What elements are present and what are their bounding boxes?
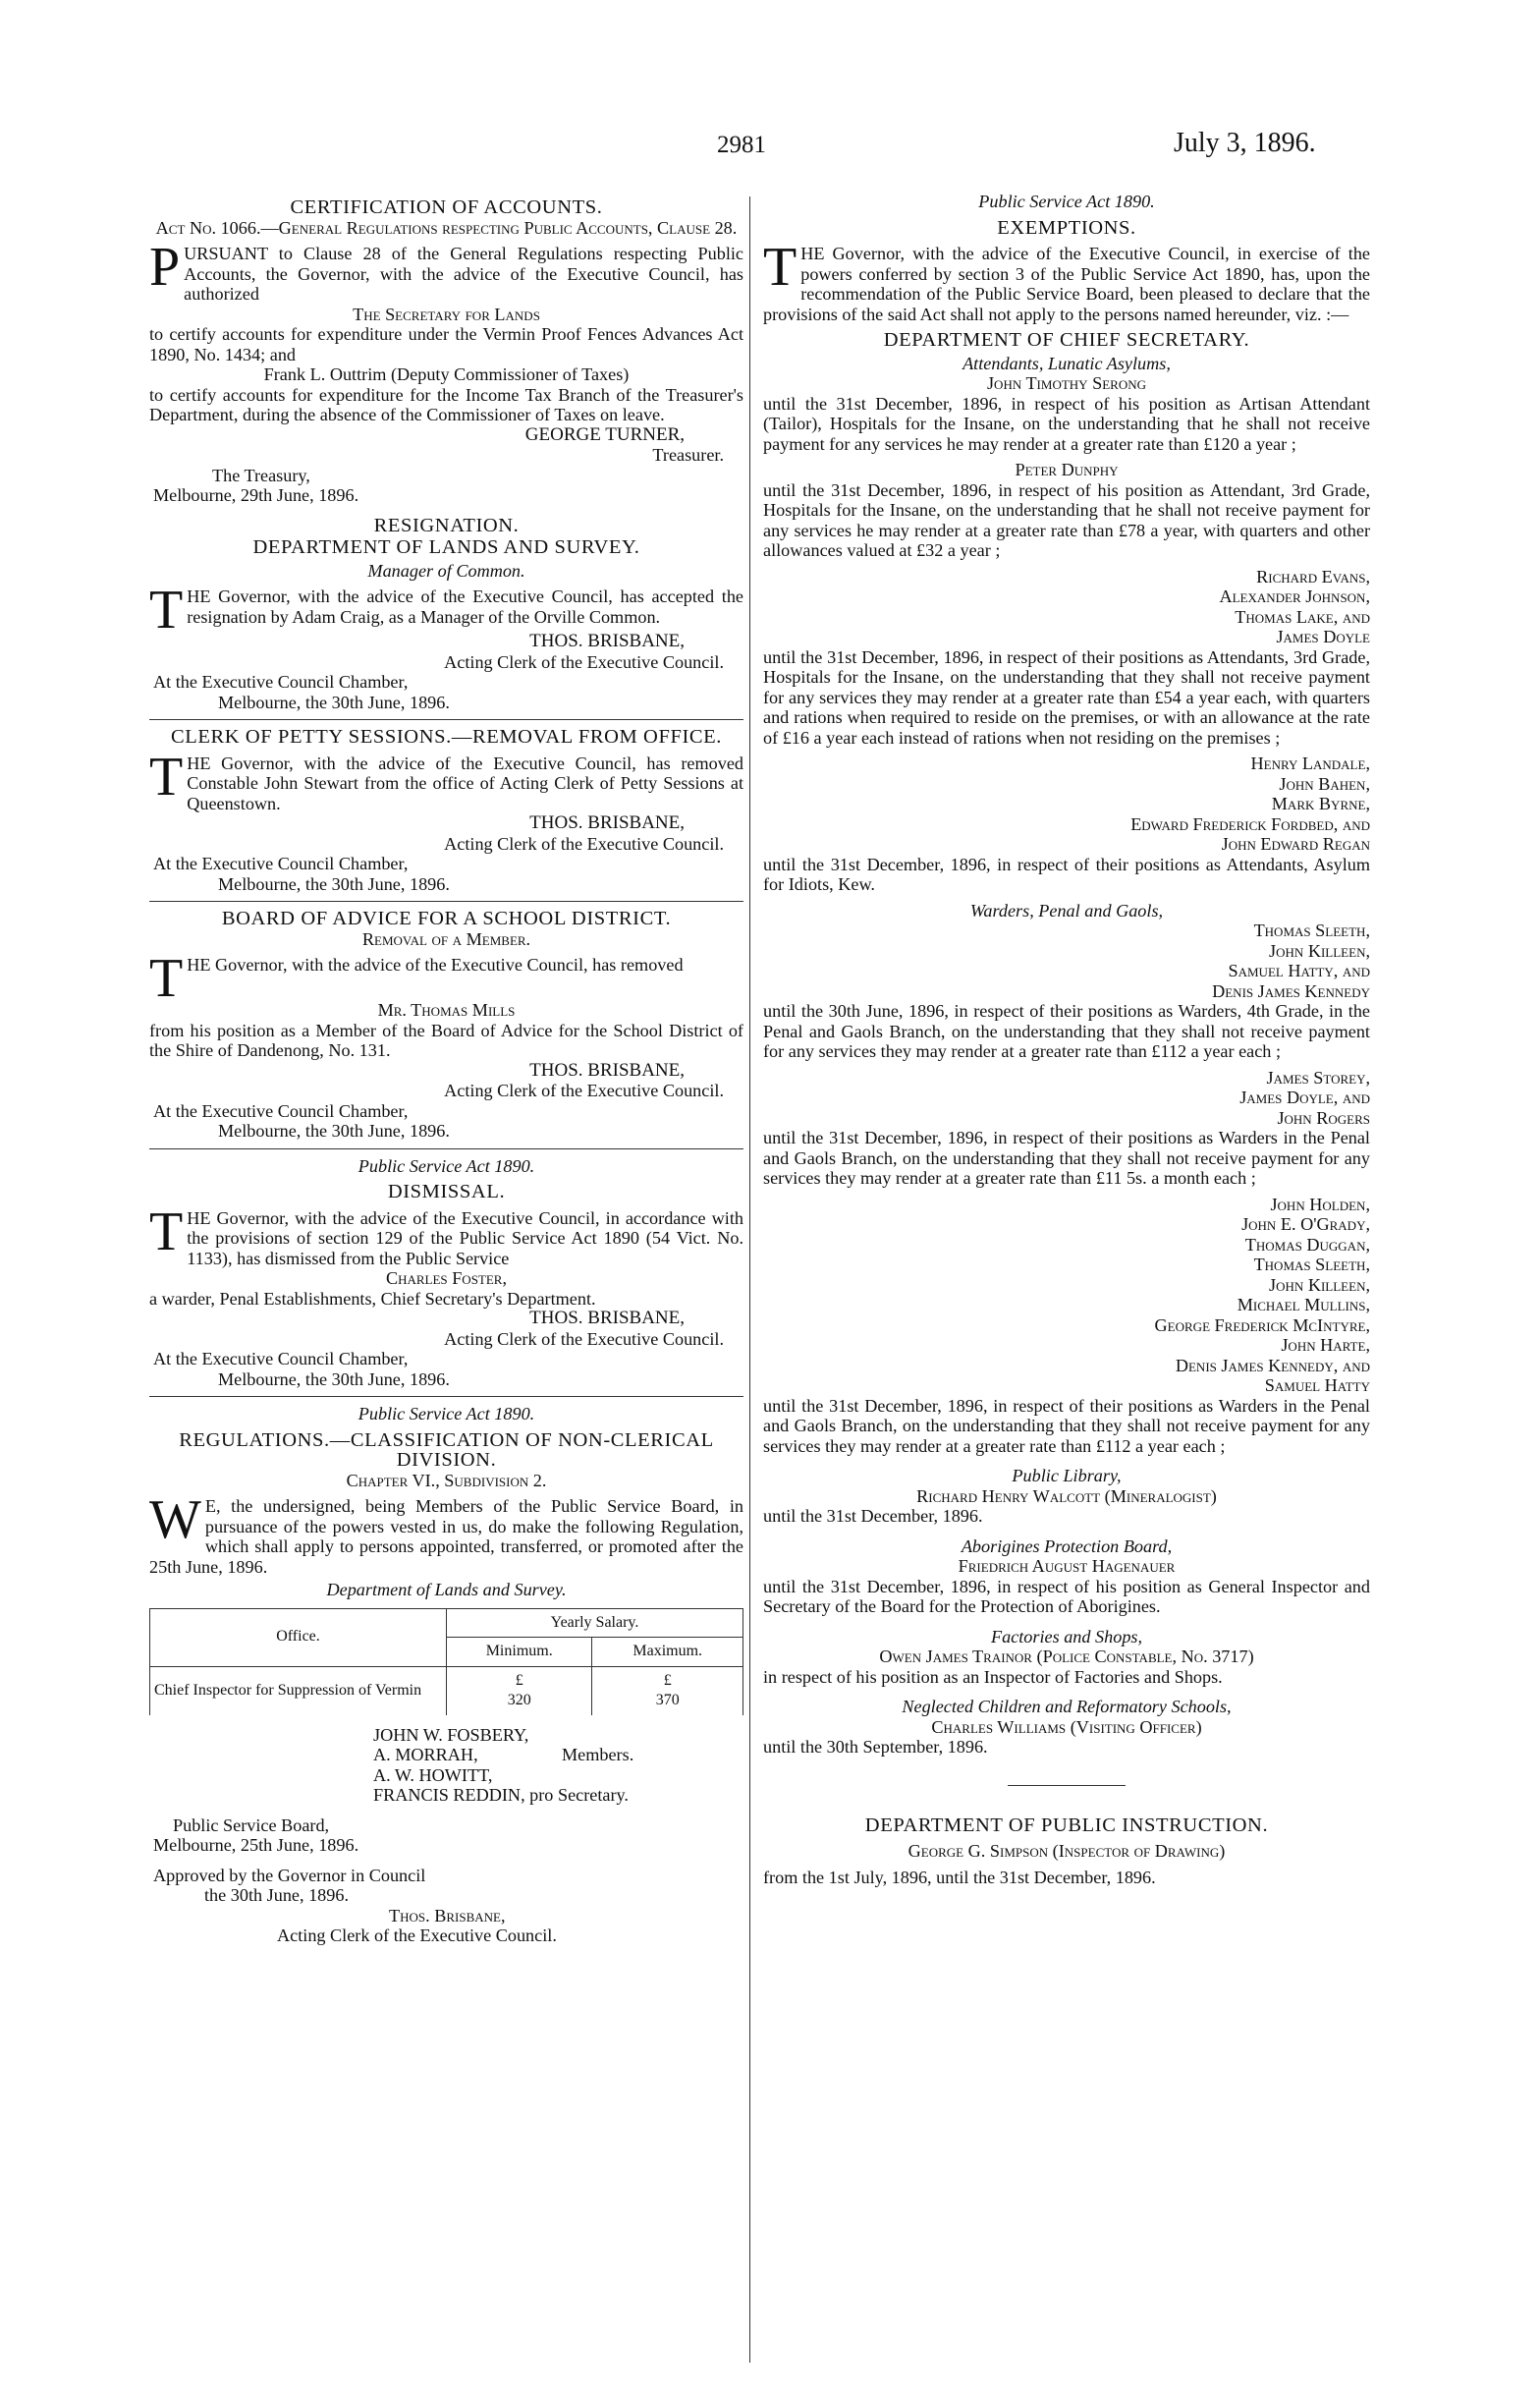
person-name: Edward Frederick Fordbed, and bbox=[1130, 813, 1370, 834]
place-date: Melbourne, the 30th June, 1896. bbox=[218, 873, 450, 894]
name-group bbox=[763, 1195, 1370, 1396]
person-name: Denis James Kennedy bbox=[1212, 980, 1370, 1001]
drop-cap: W bbox=[149, 1489, 201, 1550]
salary-table bbox=[149, 1608, 743, 1715]
members-label: Members. bbox=[562, 1744, 634, 1764]
signer-title: Acting Clerk of the Executive Council. bbox=[444, 833, 724, 854]
chapter-label: Chapter VI., Subdivision 2. bbox=[346, 1470, 547, 1490]
person-name: John E. O'Grady, bbox=[1241, 1214, 1370, 1234]
signer-name: Thos. Brisbane, bbox=[389, 1905, 506, 1926]
person-name: Owen James Trainor (Police Constable, No. 3717) bbox=[879, 1647, 1254, 1666]
person-name: John Rogers bbox=[1277, 1107, 1370, 1128]
name-group bbox=[763, 1068, 1370, 1129]
person-name: James Storey, bbox=[1266, 1067, 1370, 1088]
drop-cap: T bbox=[763, 237, 798, 298]
notice-title: RESIGNATION. bbox=[373, 514, 520, 536]
place: At the Executive Council Chamber, bbox=[153, 854, 409, 873]
notice-body: HE Governor, with the advice of the Executive Council, in exercise of the powers conferred by section 3 of the Public Service Act 1890, has, upon the recommendation of the Public Service Board, been pleased to declare that the provisions of the said Act shall not apply to the persons named hereunder, viz. :— bbox=[763, 244, 1370, 324]
place: At the Executive Council Chamber, bbox=[153, 1100, 409, 1121]
person-name: Thomas Lake, and bbox=[1235, 606, 1370, 627]
signer-title: Acting Clerk of the Executive Council. bbox=[444, 1328, 724, 1349]
unit-label: £ bbox=[515, 1671, 523, 1689]
person-name: Mark Byrne, bbox=[1271, 794, 1370, 813]
notice-body: a warder, Penal Establishments, Chief Secretary's Department. bbox=[149, 1288, 596, 1309]
person-name: James Doyle, and bbox=[1239, 1088, 1370, 1107]
notice-body: to certify accounts for expenditure under the Vermin Proof Fences Advances Act 1890, No. 1434; and bbox=[149, 324, 743, 364]
regulations-notice bbox=[149, 1404, 743, 1946]
separator bbox=[149, 1396, 743, 1397]
signer-name: THOS. BRISBANE, bbox=[529, 631, 685, 651]
maximum-cell: 370 bbox=[655, 1692, 680, 1708]
member-name: JOHN W. FOSBERY, bbox=[373, 1724, 529, 1745]
person-name: Richard Evans, bbox=[1256, 566, 1370, 586]
authorized-name: The Secretary for Lands bbox=[353, 304, 540, 324]
place: The Treasury, bbox=[212, 465, 310, 485]
signer-name: THOS. BRISBANE, bbox=[529, 812, 685, 833]
person-name: Denis James Kennedy, and bbox=[1175, 1355, 1370, 1375]
notice-body: from his position as a Member of the Board of Advice for the School District of the Shire of Dandenong, No. 131. bbox=[149, 1020, 743, 1060]
notice-subtitle: Act No. 1066.—General Regulations respecting Public Accounts, Clause 28. bbox=[155, 217, 738, 238]
notice-body: to certify accounts for expenditure for the Income Tax Branch of the Treasurer's Department, during the absence of the Commissioner of Taxes on leave. bbox=[149, 384, 743, 424]
notice-body: URSUANT to Clause 28 of the General Regulations respecting Public Accounts, the Governor, with the advice of the Executive Council, has authorized bbox=[184, 244, 743, 304]
act-name: Public Service Act 1890. bbox=[978, 192, 1155, 211]
department-title: DEPARTMENT OF CHIEF SECRETARY. bbox=[883, 329, 1250, 351]
notice-body: HE Governor, with the advice of the Executive Council, has removed Constable John Stewart from the office of Acting Clerk of Petty Sessions at Queenstown. bbox=[187, 753, 743, 813]
clerk-removal-notice bbox=[149, 727, 743, 894]
section-label: Public Library, bbox=[1012, 1466, 1122, 1485]
exemption-text: until the 30th June, 1896, in respect of their positions as Warders, 4th Grade, in the Penal and Gaols Branch, on the understanding that they shall not receive payment for any services they may render at a greater rate than £112 a year each ; bbox=[763, 1001, 1370, 1061]
separator bbox=[149, 1148, 743, 1149]
place-date: Melbourne, the 30th June, 1896. bbox=[218, 1368, 450, 1389]
page-number: 2981 bbox=[717, 132, 766, 158]
place-date: Melbourne, 25th June, 1896. bbox=[153, 1835, 359, 1855]
left-column bbox=[149, 192, 743, 1946]
person-name: Henry Landale, bbox=[1250, 753, 1370, 773]
exemption-text: until the 30th September, 1896. bbox=[763, 1737, 988, 1757]
exemption-text: until the 31st December, 1896, in respect of his position as Artisan Attendant (Tailor), Hospitals for the Insane, on the understanding that he shall not receive payment for any services he may render at a greater rate than £120 a year ; bbox=[763, 393, 1370, 454]
right-column bbox=[763, 192, 1370, 1887]
section-label: Factories and Shops, bbox=[990, 1626, 1143, 1647]
person-name: Charles Foster, bbox=[385, 1268, 508, 1288]
exemption-text: in respect of his position as an Inspector of Factories and Shops. bbox=[763, 1666, 1223, 1687]
dismissal-notice bbox=[149, 1156, 743, 1390]
notice-title: DISMISSAL. bbox=[387, 1181, 506, 1202]
exemption-text: until the 31st December, 1896, in respect of their positions as Attendants, Asylum for Idiots, Kew. bbox=[763, 854, 1370, 894]
board-removal-notice bbox=[149, 909, 743, 1142]
notice-body: E, the undersigned, being Members of the Public Service Board, in pursuance of the powers vested in us, do make the following Regulation, which shall apply to persons appointed, transferred, or promoted after the 25th June, 1896. bbox=[149, 1496, 743, 1577]
person-name: John Killeen, bbox=[1269, 940, 1370, 961]
place: At the Executive Council Chamber, bbox=[153, 672, 409, 692]
person-name: George G. Simpson (Inspector of Drawing) bbox=[908, 1841, 1226, 1861]
person-name: Michael Mullins, bbox=[1237, 1295, 1370, 1314]
resignation-notice bbox=[149, 516, 743, 713]
signer-name: GEORGE TURNER, bbox=[524, 423, 685, 445]
place-date: Melbourne, the 30th June, 1896. bbox=[218, 1121, 450, 1141]
notice-title: BOARD OF ADVICE FOR A SCHOOL DISTRICT. bbox=[221, 908, 672, 929]
drop-cap: T bbox=[149, 948, 184, 1009]
office-cell: Chief Inspector for Suppression of Vermin bbox=[150, 1666, 447, 1715]
notice-subtitle: Removal of a Member. bbox=[361, 928, 531, 949]
person-name: Richard Henry Walcott (Mineralogist) bbox=[916, 1485, 1217, 1506]
person-name: Peter Dunphy bbox=[1015, 460, 1119, 479]
act-name: Public Service Act 1890. bbox=[358, 1155, 535, 1176]
notice-title: CERTIFICATION OF ACCOUNTS. bbox=[290, 196, 603, 218]
person-name: John Bahen, bbox=[1279, 773, 1370, 794]
signer-title: Acting Clerk of the Executive Council. bbox=[444, 651, 724, 672]
notice-body: HE Governor, with the advice of the Executive Council, in accordance with the provisions of section 129 of the Public Service Act 1890 (54 Vict. No. 1133), has dismissed from the Public Service bbox=[187, 1207, 743, 1268]
section-label: Aborigines Protection Board, bbox=[961, 1535, 1173, 1556]
person-name: Alexander Johnson, bbox=[1219, 586, 1370, 606]
office-header: Office. bbox=[150, 1608, 447, 1666]
minimum-cell: 320 bbox=[507, 1692, 531, 1708]
person-name: John Killeen, bbox=[1269, 1274, 1370, 1295]
signer-title: Acting Clerk of the Executive Council. bbox=[444, 1081, 724, 1100]
notice-subtitle: Manager of Common. bbox=[367, 560, 525, 581]
exemption-text: until the 31st December, 1896, in respect of their positions as Warders in the Penal and Gaols Branch, on the understanding that they shall not receive payment for any services they may render at a greater rate than £112 a year each ; bbox=[763, 1395, 1370, 1456]
drop-cap: T bbox=[149, 580, 184, 641]
person-name: John Holden, bbox=[1270, 1194, 1370, 1214]
person-name: Samuel Hatty, and bbox=[1228, 961, 1370, 980]
drop-cap: T bbox=[149, 746, 184, 808]
authorized-name: Frank L. Outtrim (Deputy Commissioner of Taxes) bbox=[263, 364, 630, 384]
notice-body: HE Governor, with the advice of the Executive Council, has accepted the resignation by Adam Craig, as a Manager of the Orville Common. bbox=[187, 586, 743, 627]
department-label: Department of Lands and Survey. bbox=[326, 1580, 567, 1599]
member-name: A. W. HOWITT, bbox=[373, 1764, 493, 1785]
place: At the Executive Council Chamber, bbox=[153, 1349, 409, 1368]
certification-notice bbox=[149, 197, 743, 506]
approval-date: the 30th June, 1896. bbox=[204, 1885, 350, 1905]
person-name: Friedrich August Hagenauer bbox=[958, 1556, 1176, 1576]
notice-body: HE Governor, with the advice of the Executive Council, has removed bbox=[187, 955, 684, 975]
signer-name: THOS. BRISBANE, bbox=[529, 1308, 685, 1328]
person-name: James Doyle bbox=[1276, 627, 1370, 646]
place-date: Melbourne, 29th June, 1896. bbox=[153, 485, 359, 505]
name-group bbox=[763, 921, 1370, 1001]
section-label: Warders, Penal and Gaols, bbox=[969, 900, 1164, 921]
drop-cap: T bbox=[149, 1200, 184, 1262]
department-title: DEPARTMENT OF LANDS AND SURVEY. bbox=[252, 536, 640, 558]
exemption-text: until the 31st December, 1896, in respect of his position as General Inspector and Secretary of the Board for the Protection of Aborigines. bbox=[763, 1576, 1370, 1616]
exemption-text: until the 31st December, 1896, in respect of their positions as Warders in the Penal and Gaols Branch, on the understanding that they shall not receive payment for any services they may render at a greater rate than £11 5s. a month each ; bbox=[763, 1128, 1370, 1188]
signer-name: THOS. BRISBANE, bbox=[529, 1059, 685, 1081]
members-block bbox=[149, 1725, 743, 1806]
person-name: Mr. Thomas Mills bbox=[377, 1000, 516, 1020]
person-name: John Harte, bbox=[1281, 1335, 1370, 1355]
exemption-text: until the 31st December, 1896, in respect of their positions as Attendants, 3rd Grade, Hospitals for the Insane, on the understanding that they shall not receive payment for any services they may render at a greater rate than £54 a year each, with quarters and rations when required to reside on the premises, or with an allowance at the rate of £16 a year each instead of rations when not residing on the premises ; bbox=[763, 646, 1370, 748]
maximum-header: Maximum. bbox=[592, 1638, 743, 1667]
page-date: July 3, 1896. bbox=[1174, 128, 1316, 158]
person-name: John Edward Regan bbox=[1221, 834, 1370, 854]
department-title: DEPARTMENT OF PUBLIC INSTRUCTION. bbox=[864, 1814, 1269, 1836]
secretary-name: FRANCIS REDDIN, pro Secretary. bbox=[373, 1785, 629, 1805]
approval-line: Approved by the Governor in Council bbox=[153, 1865, 426, 1885]
member-name: A. MORRAH, bbox=[373, 1745, 478, 1764]
notice-title: REGULATIONS.—CLASSIFICATION OF NON-CLERICAL DIVISION. bbox=[179, 1428, 714, 1471]
column-divider bbox=[749, 196, 750, 2363]
section-label: Neglected Children and Reformatory Schools, bbox=[902, 1697, 1232, 1716]
signer-title: Acting Clerk of the Executive Council. bbox=[277, 1926, 557, 1945]
salary-header: Yearly Salary. bbox=[447, 1608, 743, 1638]
notice-title: EXEMPTIONS. bbox=[997, 216, 1136, 239]
drop-cap: P bbox=[149, 237, 181, 298]
name-group bbox=[763, 567, 1370, 647]
place-date: Melbourne, the 30th June, 1896. bbox=[218, 692, 450, 712]
separator bbox=[149, 719, 743, 720]
notice-title: CLERK OF PETTY SESSIONS.—REMOVAL FROM OFFICE. bbox=[170, 726, 723, 748]
person-name: Charles Williams (Visiting Officer) bbox=[931, 1716, 1202, 1737]
exemption-text: until the 31st December, 1896, in respect of his position as Attendant, 3rd Grade, Hospitals for the Insane, on the understanding that he shall not receive payment for any services he may render at a greater rate than £78 a year, with quarters and other allowances valued at £32 a year ; bbox=[763, 479, 1370, 560]
unit-label: £ bbox=[663, 1671, 672, 1689]
person-name: George Frederick McIntyre, bbox=[1154, 1314, 1370, 1335]
exemption-text: from the 1st July, 1896, until the 31st December, 1896. bbox=[763, 1867, 1156, 1887]
person-name: Samuel Hatty bbox=[1264, 1375, 1370, 1395]
place: Public Service Board, bbox=[173, 1814, 330, 1835]
person-name: Thomas Sleeth, bbox=[1253, 921, 1370, 940]
person-name: Thomas Sleeth, bbox=[1253, 1255, 1370, 1274]
exemption-text: until the 31st December, 1896. bbox=[763, 1506, 983, 1526]
separator bbox=[1008, 1785, 1126, 1786]
person-name: Thomas Duggan, bbox=[1244, 1234, 1370, 1255]
separator bbox=[149, 901, 743, 902]
name-group bbox=[763, 753, 1370, 855]
person-name: John Timothy Serong bbox=[986, 373, 1146, 393]
minimum-header: Minimum. bbox=[447, 1638, 592, 1667]
signer-title: Treasurer. bbox=[652, 445, 724, 465]
act-name: Public Service Act 1890. bbox=[358, 1404, 535, 1423]
section-label: Attendants, Lunatic Asylums, bbox=[962, 353, 1171, 373]
